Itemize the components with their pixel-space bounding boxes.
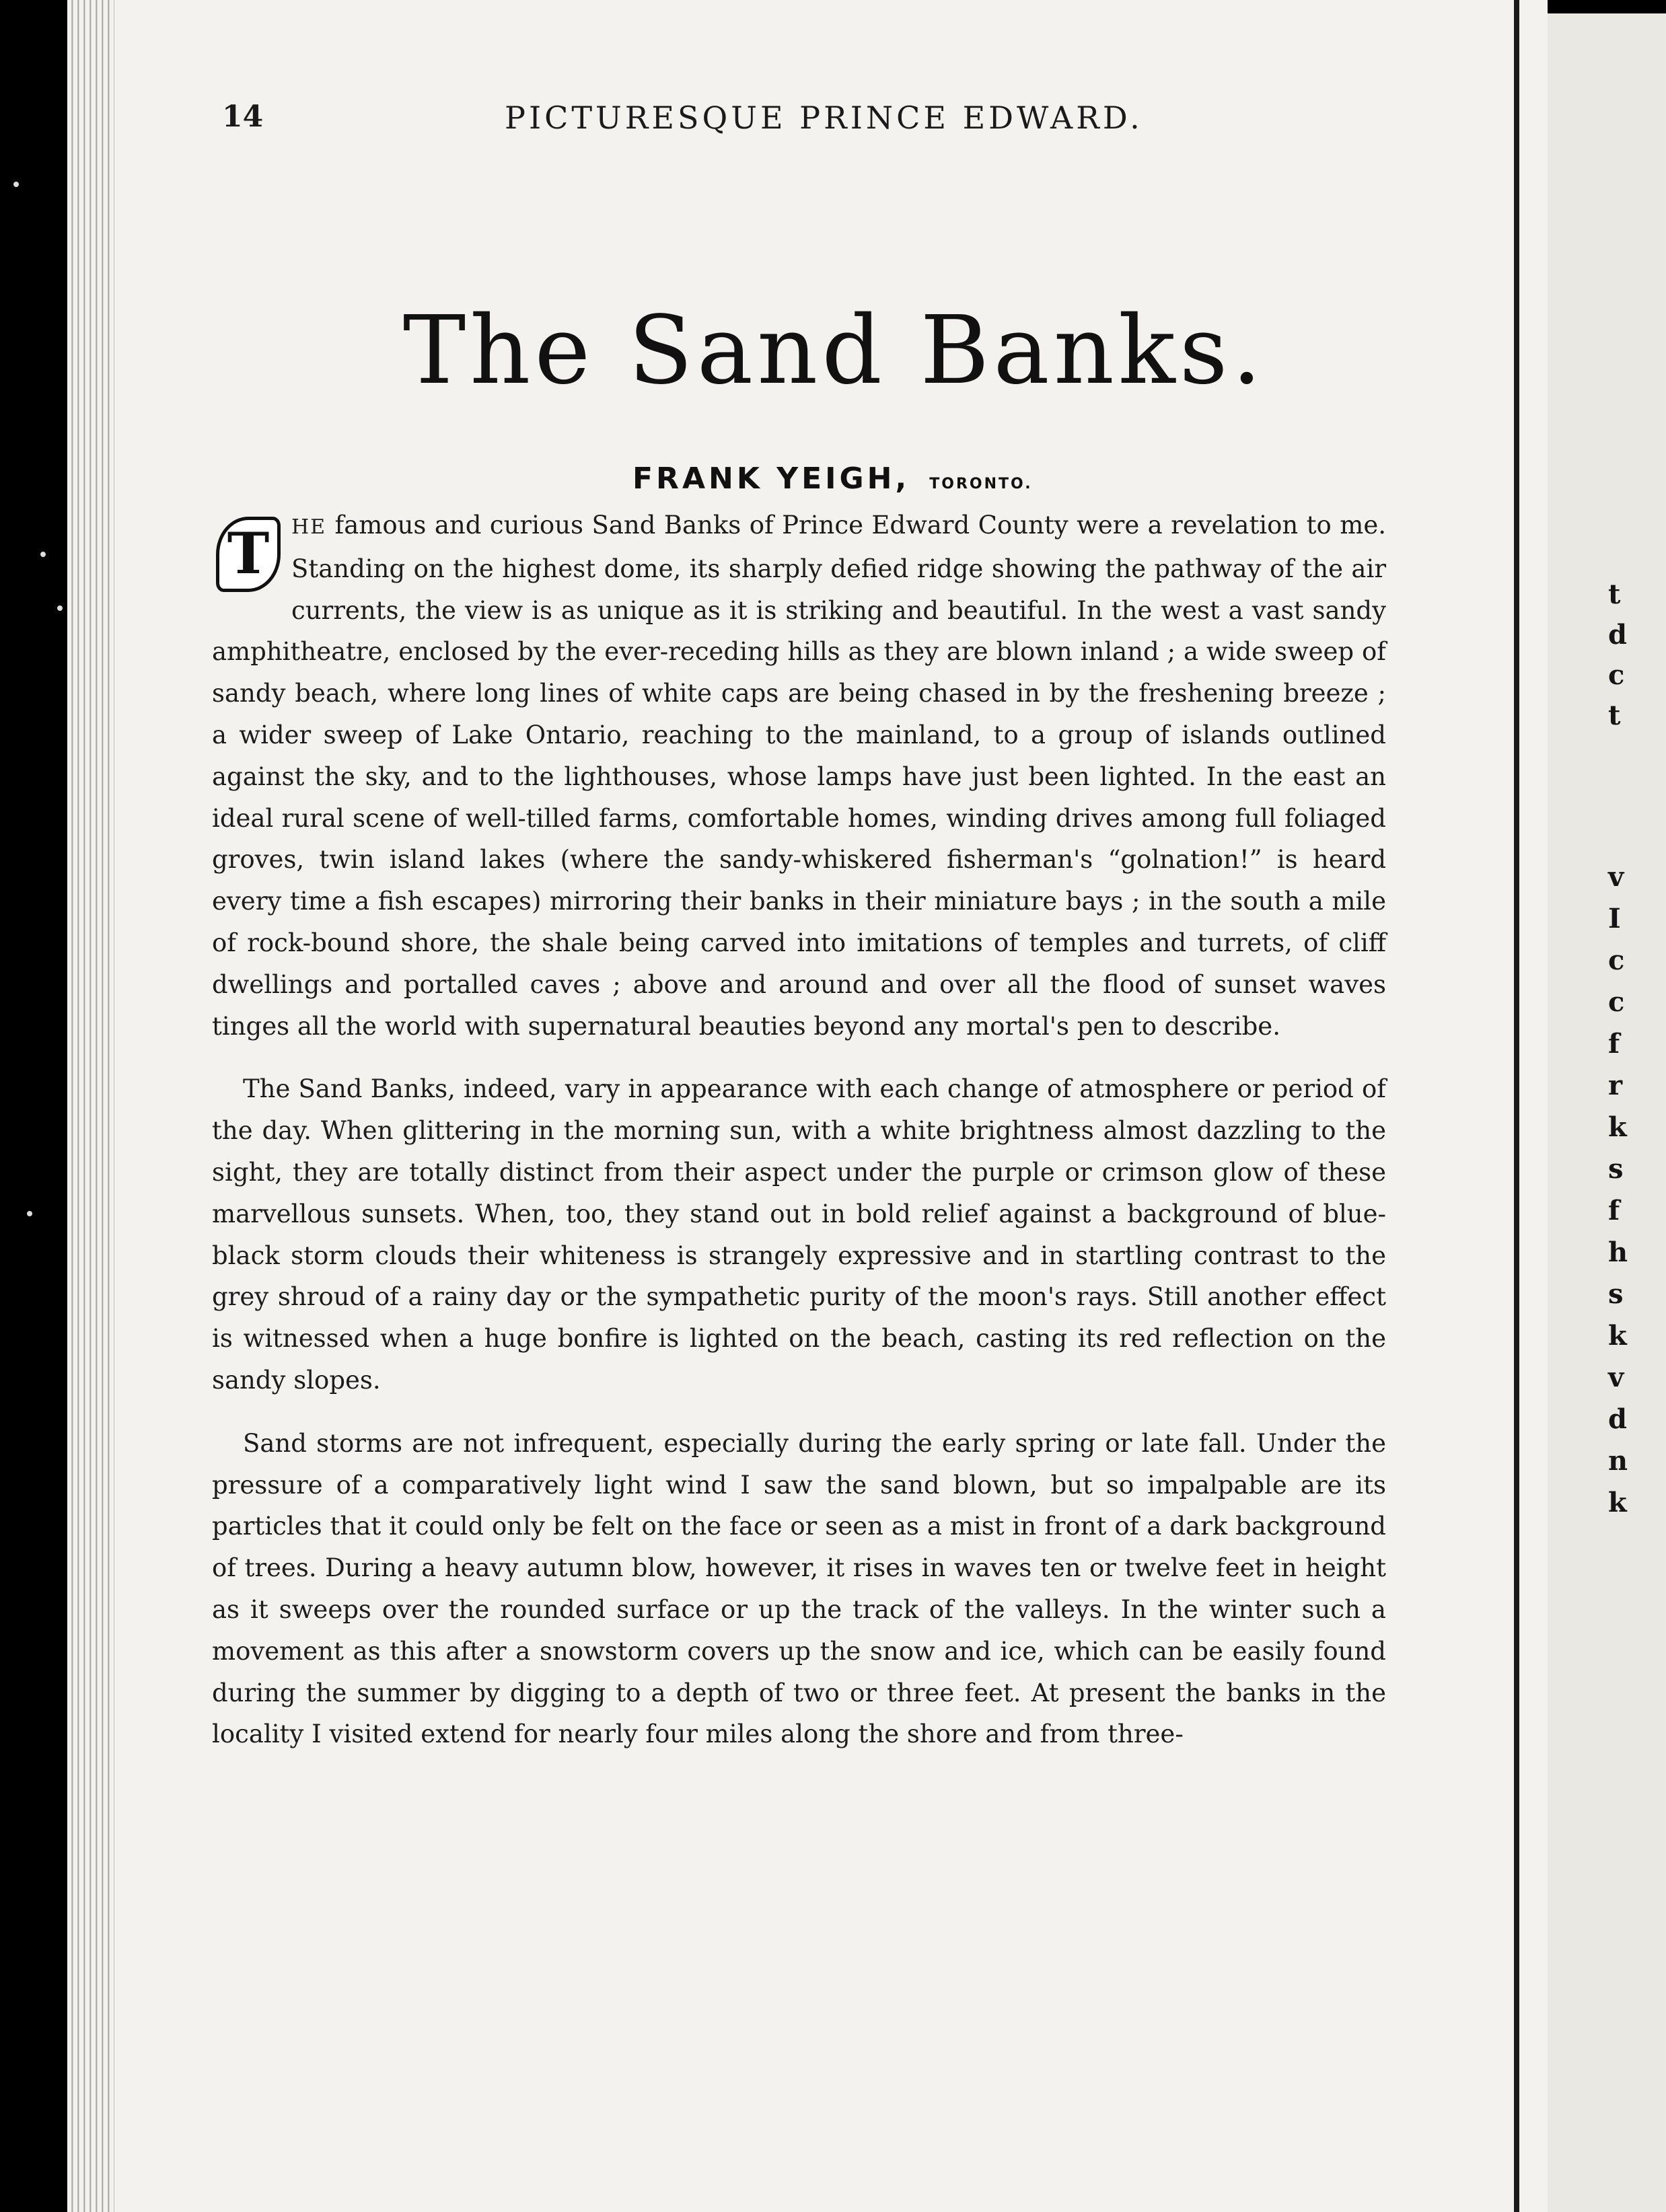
author-name: FRANK YEIGH, <box>632 462 910 496</box>
facing-page-edge <box>1548 13 1666 2212</box>
facing-page-letter: v <box>1608 1362 1624 1393</box>
facing-page-letter: n <box>1608 1445 1628 1477</box>
facing-page-letter: r <box>1608 1070 1623 1101</box>
lead-in-small-caps: HE <box>291 515 327 539</box>
facing-page-letter: h <box>1608 1237 1628 1268</box>
running-header <box>222 100 1447 153</box>
byline <box>632 462 1033 496</box>
paragraph-2: The Sand Banks, indeed, vary in appearance with each change of atmosphere or period of the day. When glittering in the morning sun, with a white brightness almost dazzling to the sight, they are totally distinct from their aspect under the purple or crimson glow of these marvellous sunsets. When, too, they stand out in bold relief against a background of blue-black storm clouds their whiteness is strangely expressive and in startling contrast to the grey shroud of a rainy day or the sympathetic purity of the moon's rays. Still another effect is witnessed when a huge bonfire is lighted on the beach, casting its red reflection on the sandy slopes. <box>212 1074 1386 1395</box>
facing-page-letter: t <box>1608 579 1621 610</box>
paragraph-1-text: famous and curious Sand Banks of Prince Edward County were a revelation to me. Standing on the highest dome, its sharply defied ridge showing the pathway of the air currents, the view is as unique as it is striking and beautiful. In the west a vast sandy amphitheatre, enclosed by the ever-receding hills as they are blown inland ; a wide sweep of sandy beach, where long lines of white caps are being chased in by the freshening breeze ; a wider sweep of Lake Ontario, reaching to the mainland, to a group of islands outlined against the sky, and to the lighthouses, whose lamps have just been lighted. In the east an ideal rural scene of well-tilled farms, comfortable homes, winding drives among full foliaged groves, twin island lakes (where the sandy-whiskered fisherman's “golnation!” is heard every time a fish escapes) mirroring their banks in their miniature bays ; in the south a mile of rock-bound shore, the shale being carved into imitations of temples and turrets, of cliff dwellings and portalled caves ; above and around and over all the flood of sunset waves tinges all the world with supernatural beauties beyond any mortal's pen to describe. <box>212 511 1386 1041</box>
drop-cap: T <box>216 517 281 592</box>
page-number: 14 <box>222 100 264 134</box>
facing-page-letter: d <box>1608 619 1627 651</box>
facing-page-letter: c <box>1608 945 1625 976</box>
facing-page-letter: s <box>1608 1153 1624 1185</box>
facing-page-letter: I <box>1608 903 1621 934</box>
facing-page-letter: v <box>1608 861 1624 893</box>
facing-page-letter: c <box>1608 986 1625 1018</box>
facing-page-letter: k <box>1608 1320 1627 1352</box>
facing-page-letter: s <box>1608 1278 1624 1310</box>
paragraph-1 <box>212 505 1386 1047</box>
facing-page-letter: k <box>1608 1111 1627 1143</box>
facing-page-letter: f <box>1608 1195 1620 1226</box>
dust-speck <box>27 1211 32 1216</box>
article-title: The Sand Banks. <box>402 296 1266 406</box>
dust-speck <box>13 182 19 187</box>
dust-speck <box>57 605 63 611</box>
facing-page-letter: d <box>1608 1403 1627 1435</box>
facing-page-letter: f <box>1608 1028 1620 1060</box>
page-gutter <box>1514 0 1519 2212</box>
paragraph-3: Sand storms are not infrequent, especially during the early spring or late fall. Under the pressure of a comparatively light wind I saw the sand blown, but so impalpable are its particles that it could only be felt on the face or seen as a mist in front of a dark background of trees. During a heavy autumn blow, however, it rises in waves ten or twelve feet in height as it sweeps over the rounded surface or up the track of the valleys. In the winter such a movement as this after a snowstorm covers up the snow and ice, which can be easily found during the summer by digging to a depth of two or three feet. At present the banks in the locality I visited extend for nearly four miles along the shore and from three- <box>212 1428 1386 1749</box>
facing-page-letter: c <box>1608 659 1625 691</box>
dust-speck <box>40 552 46 557</box>
page-edge-leaves <box>67 0 114 2212</box>
running-title: PICTURESQUE PRINCE EDWARD. <box>505 100 1143 136</box>
article-body <box>212 505 1386 1755</box>
facing-page-letter: t <box>1608 700 1621 731</box>
author-location: TORONTO. <box>929 476 1033 492</box>
facing-page-letter: k <box>1608 1487 1627 1518</box>
